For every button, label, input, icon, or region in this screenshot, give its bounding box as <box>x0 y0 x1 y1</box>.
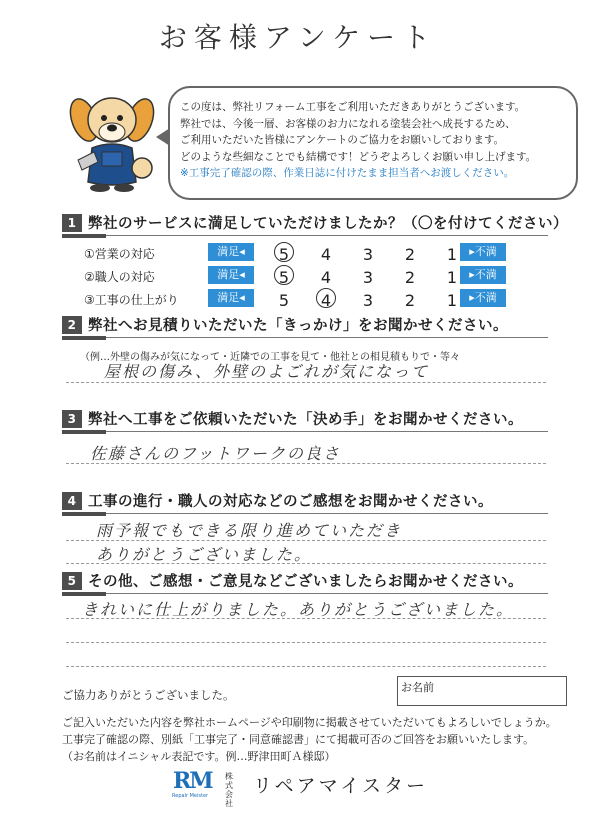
answer-line <box>66 540 546 541</box>
rating-row-label: ③工事の仕上がり <box>84 293 179 307</box>
question-underline <box>106 513 548 514</box>
footer-line: （お名前はイニシャル表記です。例…野津田町Ａ様邸） <box>62 750 336 763</box>
answer-3[interactable]: 佐藤さんのフットワークの良さ <box>90 444 341 463</box>
company-name: リペアマイスター <box>253 775 429 797</box>
footer-line: ご記入いただいた内容を弊社ホームページや印刷物に掲載させていただいてもよろしいでしょうか。 <box>62 716 557 729</box>
question-number: 5 <box>62 572 82 590</box>
company-logo: RM <box>173 768 212 794</box>
corporation-label: 株式会社 <box>225 772 233 808</box>
question-bar <box>62 512 106 516</box>
answer-line <box>66 382 546 383</box>
logo-subtext: Repair Meister <box>172 793 209 799</box>
rating-row-label: ①営業の対応 <box>84 247 155 261</box>
intro-line: この度は、弊社リフォーム工事をご利用いただきありがとうございます。 <box>180 101 526 113</box>
intro-line: ご利用いただいた皆様にアンケートのご協力をお願いしております。 <box>180 134 505 147</box>
rating-option[interactable]: 3 <box>362 291 374 310</box>
satisfied-label: 満足◂ <box>208 289 254 307</box>
rating-option[interactable]: 1 <box>446 245 458 264</box>
question-number: 1 <box>62 214 82 232</box>
intro-line: 弊社では、今後一層、お客様のお力になれる塗装会社へ成長するため、 <box>180 117 516 130</box>
answer-2[interactable]: 屋根の傷み、外壁のよごれが気になって <box>104 362 429 381</box>
answer-4-line-1[interactable]: 雨予報でもできる限り進めていただき <box>96 521 403 540</box>
intro-note: ※工事完了確認の際、作業日誌に付けたまま担当者へお渡しください。 <box>180 167 515 180</box>
thanks-text: ご協力ありがとうございました。 <box>62 688 235 702</box>
rating-option[interactable]: 5 <box>278 268 290 287</box>
question-5-heading <box>62 570 523 591</box>
dissatisfied-label: ▸不満 <box>460 243 506 261</box>
rating-row-label: ②職人の対応 <box>84 270 155 284</box>
name-label: お名前 <box>401 681 434 694</box>
dog-mascot-icon <box>64 90 160 194</box>
question-text: その他、ご感想・ご意見などございましたらお聞かせください。 <box>88 574 523 590</box>
question-number: 2 <box>62 316 82 334</box>
question-bar <box>62 234 106 238</box>
question-bar <box>62 430 106 434</box>
question-underline <box>106 593 548 594</box>
answer-line <box>66 463 546 464</box>
question-2-heading <box>62 314 508 335</box>
intro-line: どのような些細なことでも結構です！どうぞよろしくお願い申し上げます。 <box>180 150 537 163</box>
question-text: 弊社へお見積りいただいた「きっかけ」をお聞かせください。 <box>88 318 508 334</box>
satisfied-label: 満足◂ <box>208 243 254 261</box>
rating-option[interactable]: 2 <box>404 291 416 310</box>
question-text: 工事の進行・職人の対応などのご感想をお聞かせください。 <box>88 494 493 510</box>
rating-option[interactable]: 3 <box>362 268 374 287</box>
satisfied-label: 満足◂ <box>208 266 254 284</box>
question-bar <box>62 592 106 596</box>
rating-option[interactable]: 5 <box>278 245 290 264</box>
page-title: お客様アンケート <box>158 21 438 54</box>
rating-option[interactable]: 1 <box>446 291 458 310</box>
question-4-heading <box>62 490 493 511</box>
answer-line <box>66 618 546 619</box>
answer-5[interactable]: きれいに仕上がりました。ありがとうございました。 <box>82 600 515 619</box>
question-number: 4 <box>62 492 82 510</box>
dissatisfied-label: ▸不満 <box>460 289 506 307</box>
question-underline <box>106 337 548 338</box>
rating-option[interactable]: 5 <box>278 291 290 310</box>
rating-option[interactable]: 3 <box>362 245 374 264</box>
rating-option[interactable]: 4 <box>320 268 332 287</box>
question-1-heading <box>62 212 568 233</box>
question-bar <box>62 336 106 340</box>
rating-option[interactable]: 2 <box>404 268 416 287</box>
question-text: 弊社へ工事をご依頼いただいた「決め手」をお聞かせください。 <box>88 412 523 428</box>
dissatisfied-label: ▸不満 <box>460 266 506 284</box>
rating-option[interactable]: 2 <box>404 245 416 264</box>
rating-option[interactable]: 4 <box>320 245 332 264</box>
footer-line: 工事完了確認の際、別紙「工事完了・同意確認書」にて掲載可否のご回答をお願いいたします。 <box>62 733 535 746</box>
question-number: 3 <box>62 410 82 428</box>
question-underline <box>106 235 548 236</box>
question-3-heading <box>62 408 523 429</box>
rating-option[interactable]: 4 <box>320 291 332 310</box>
answer-line <box>66 563 546 564</box>
question-2-example: （例…外壁の傷みが気になって・近隣での工事を見て・他社との相見積もりで・等々 <box>80 352 460 363</box>
question-underline <box>106 431 548 432</box>
answer-line <box>66 642 546 643</box>
answer-4-line-2[interactable]: ありがとうございました。 <box>96 545 313 564</box>
question-text: 弊社のサービスに満足していただけましたか？（〇を付けてください） <box>88 216 568 232</box>
intro-text <box>180 99 576 182</box>
answer-line <box>66 666 546 667</box>
rating-option[interactable]: 1 <box>446 268 458 287</box>
